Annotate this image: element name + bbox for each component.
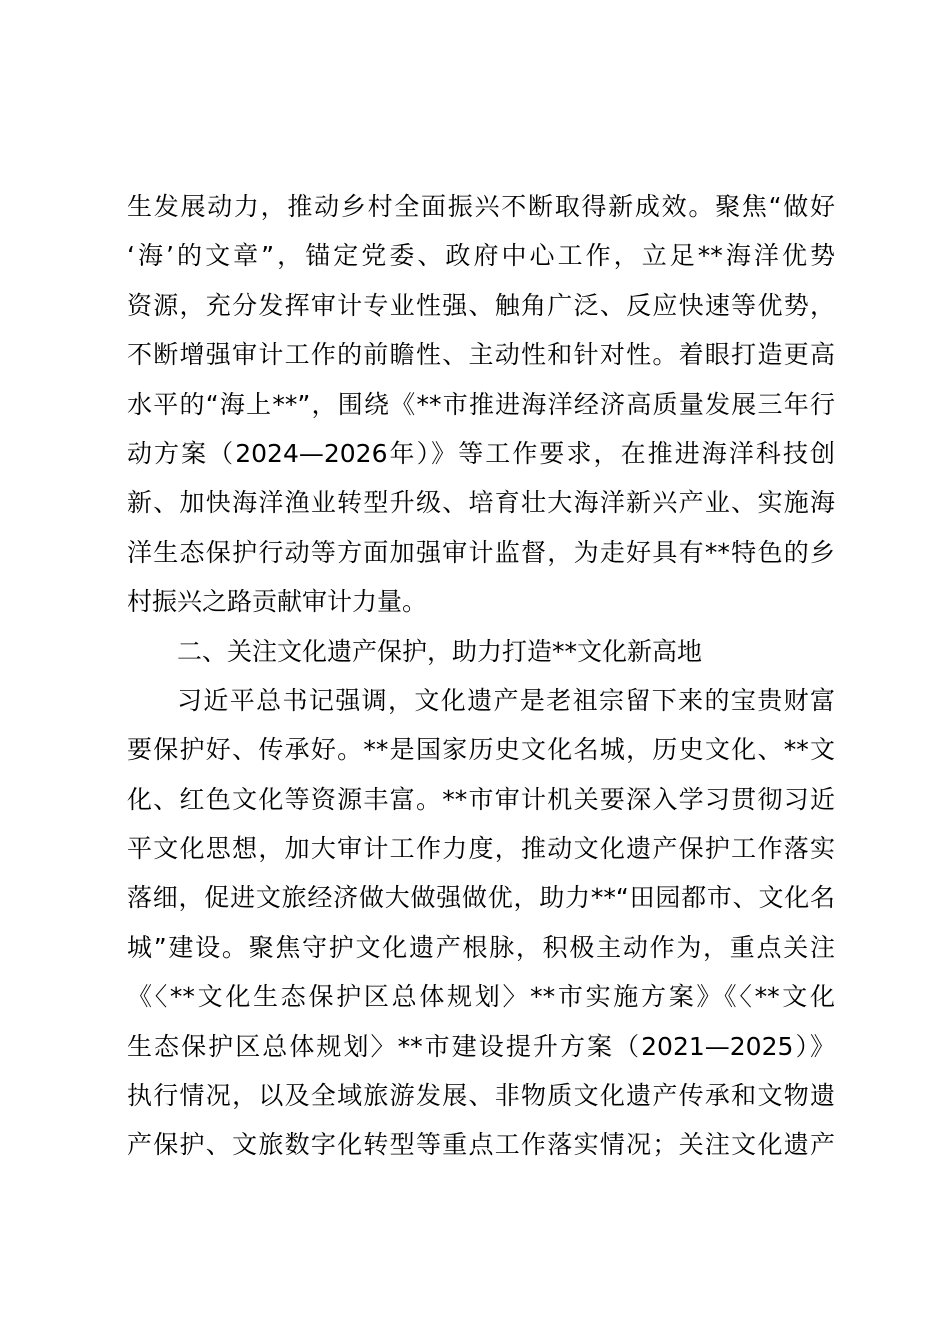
text-line: 平文化思想，加大审计工作力度，推动文化遗产保护工作落实 [127,834,835,864]
text-line: 不断增强审计工作的前瞻性、主动性和针对性。着眼打造更高 [127,340,835,370]
text-line: 动方案（2024—2026年）》等工作要求，在推进海洋科技创 [127,438,835,468]
text-line: 执行情况，以及全域旅游发展、非物质文化遗产传承和文物遗 [127,1081,835,1111]
text-line: 洋生态保护行动等方面加强审计监督，为走好具有**特色的乡 [127,537,835,567]
text-line: 习近平总书记强调，文化遗产是老祖宗留下来的宝贵财富 [177,685,835,715]
paragraph-2 [127,676,835,1170]
text-line: 资源，充分发挥审计专业性强、触角广泛、反应快速等优势， [127,290,835,320]
text-line: 生态保护区总体规划〉**市建设提升方案（2021—2025）》 [127,1031,835,1061]
text-line: 要保护好、传承好。**是国家历史文化名城，历史文化、**文 [127,735,835,765]
text-line: 生发展动力，推动乡村全面振兴不断取得新成效。聚焦“做好 [127,192,835,221]
text-line: 《〈**文化生态保护区总体规划〉**市实施方案》《〈**文化 [127,982,835,1012]
text-line: 水平的“海上**”，围绕《**市推进海洋经济高质量发展三年行 [127,389,835,419]
text-line: 村振兴之路贡献审计力量。 [127,587,428,617]
text-line: 产保护、文旅数字化转型等重点工作落实情况；关注文化遗产 [127,1130,835,1160]
text-line: ‘海’的文章”，锚定党委、政府中心工作，立足**海洋优势 [127,241,835,271]
text-line: 城”建设。聚焦守护文化遗产根脉，积极主动作为，重点关注 [127,932,835,962]
paragraph-1 [127,182,835,627]
text-line: 化、红色文化等资源丰富。**市审计机关要深入学习贯彻习近 [127,784,835,814]
text-line: 新、加快海洋渔业转型升级、培育壮大海洋新兴产业、实施海 [127,488,835,518]
document-body [127,182,835,1170]
text-line: 落细，促进文旅经济做大做强做优，助力**“田园都市、文化名 [127,883,835,913]
section-heading: 二、关注文化遗产保护，助力打造**文化新高地 [177,636,703,666]
